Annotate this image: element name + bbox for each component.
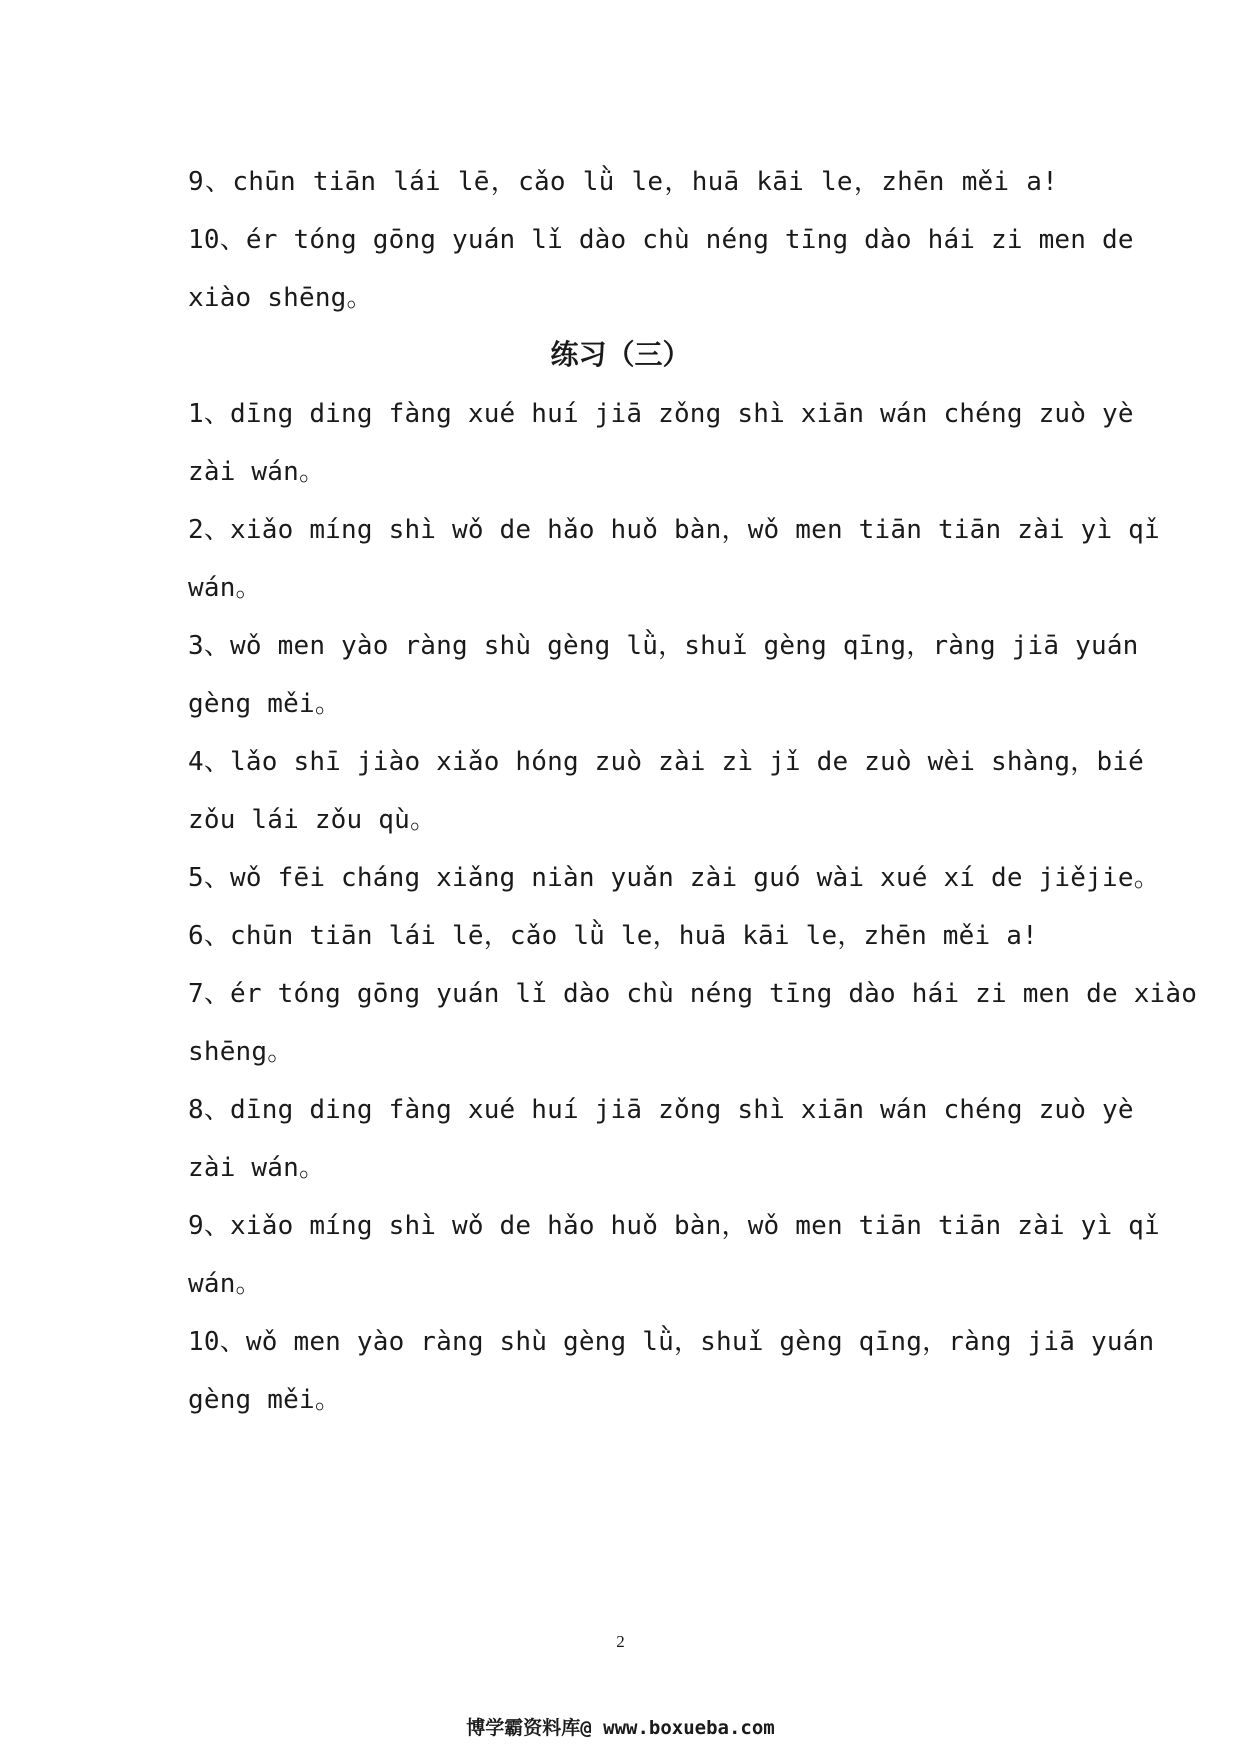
exercise-line: 1、dīng ding fàng xué huí jiā zǒng shì xiān wán chéng zuò yè	[188, 399, 1134, 429]
exercise-line: wán。	[188, 1269, 262, 1299]
exercise-line: 7、ér tóng gōng yuán lǐ dào chù néng tīng dào hái zi men de xiào	[188, 979, 1198, 1009]
exercise-line: 9、xiǎo míng shì wǒ de hǎo huǒ bàn，wǒ men tiān tiān zài yì qǐ	[188, 1211, 1160, 1241]
exercise-line: 9、chūn tiān lái lē，cǎo lǜ le，huā kāi le，zhēn měi a!	[188, 167, 1058, 197]
exercise-line: 5、wǒ fēi cháng xiǎng niàn yuǎn zài guó wài xué xí de jiějie。	[188, 863, 1160, 893]
exercise-line: xiào shēng。	[188, 283, 373, 313]
footer-watermark: 博学霸资料库@ www.boxueba.com	[466, 1717, 775, 1739]
exercise-line: 4、lǎo shī jiào xiǎo hóng zuò zài zì jǐ de zuò wèi shàng，bié	[188, 747, 1145, 777]
exercise-line: 3、wǒ men yào ràng shù gèng lǜ，shuǐ gèng qīng，ràng jiā yuán	[188, 631, 1139, 661]
section-title: 练习（三）	[550, 338, 691, 371]
exercise-line: zǒu lái zǒu qù。	[188, 805, 437, 835]
page-number: 2	[616, 1632, 625, 1651]
exercise-line: gèng měi。	[188, 1385, 342, 1415]
exercise-line: gèng měi。	[188, 689, 342, 719]
exercise-line: wán。	[188, 573, 262, 603]
exercise-line: shēng。	[188, 1037, 294, 1067]
exercise-line: zài wán。	[188, 457, 326, 487]
exercise-line: 2、xiǎo míng shì wǒ de hǎo huǒ bàn，wǒ men tiān tiān zài yì qǐ	[188, 515, 1160, 545]
exercise-line: 10、ér tóng gōng yuán lǐ dào chù néng tīng dào hái zi men de	[188, 225, 1134, 255]
exercise-line: 8、dīng ding fàng xué huí jiā zǒng shì xiān wán chéng zuò yè	[188, 1095, 1134, 1125]
exercise-line: 10、wǒ men yào ràng shù gèng lǜ，shuǐ gèng qīng，ràng jiā yuán	[188, 1327, 1155, 1357]
exercise-line: 6、chūn tiān lái lē，cǎo lǜ le，huā kāi le，zhēn měi a!	[188, 921, 1038, 951]
exercise-line: zài wán。	[188, 1153, 326, 1183]
